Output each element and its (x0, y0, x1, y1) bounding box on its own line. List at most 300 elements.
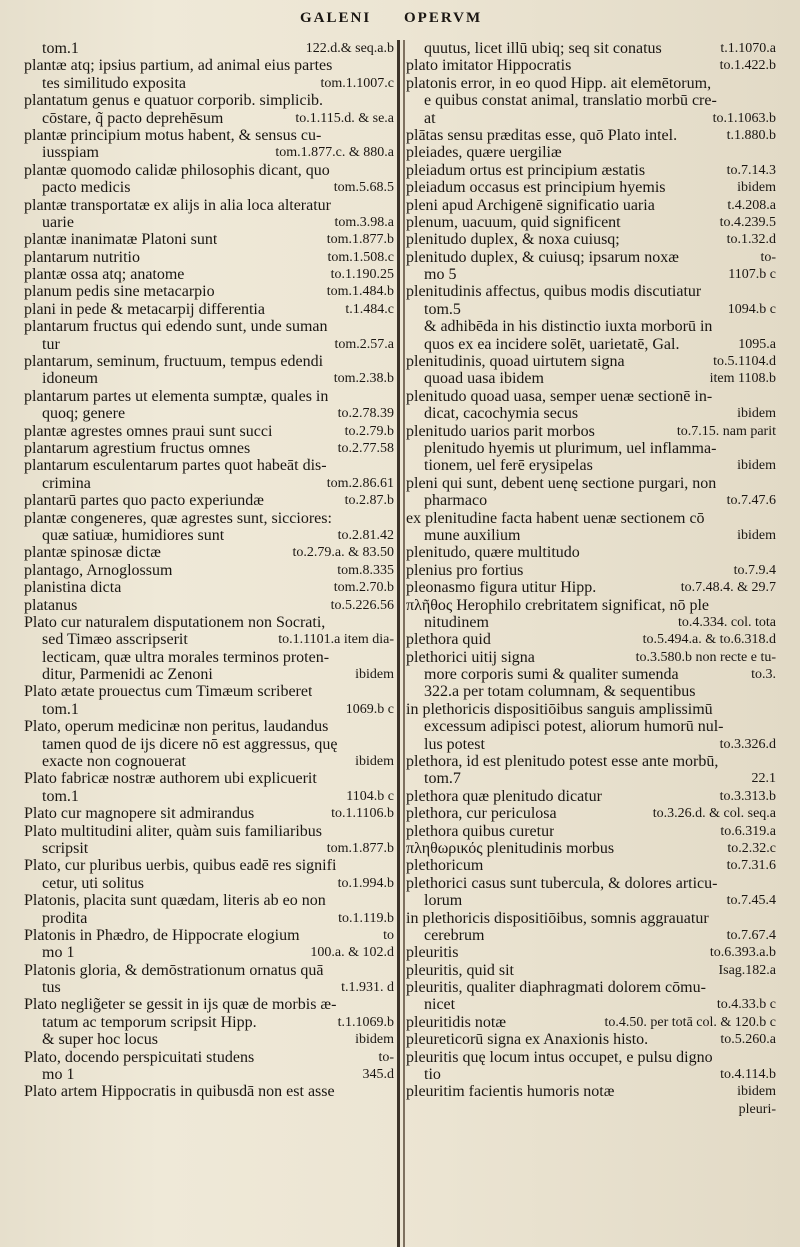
index-entry (24, 231, 394, 248)
index-entry (406, 597, 776, 614)
index-entry (24, 423, 394, 440)
index-entry-reference: t.4.208.a (727, 197, 776, 213)
index-entry-text: prodita (42, 909, 88, 927)
index-entry (24, 1014, 394, 1031)
index-entry-reference (770, 718, 776, 735)
index-entry (24, 510, 394, 527)
index-column-left (24, 40, 394, 1240)
index-entry (24, 544, 394, 561)
index-entry-text: sed Timæo asscripserit (42, 631, 188, 649)
index-entry-reference: tom.3.98.a (334, 214, 394, 230)
index-entry-reference (388, 92, 394, 109)
index-entry-reference: to.2.79.a. & 83.50 (292, 545, 394, 561)
index-entry-text: plenitudo quoad uasa, semper uenæ sectionē in- (406, 387, 713, 405)
index-entry (24, 614, 394, 631)
index-entry (24, 318, 394, 335)
index-entry-reference (388, 127, 394, 144)
index-entry (24, 910, 394, 927)
index-entry-text: plantæ principium motus habent, & sensus cu- (24, 126, 322, 144)
index-entry-reference: to.4.239.5 (719, 214, 776, 230)
index-entry-text: quoad uasa ibidem (424, 370, 544, 388)
index-entry-text: plenitudo uarios parit morbos (406, 422, 595, 440)
index-entry-text: Plato, operum medicinæ non peritus, laudandus (24, 718, 329, 736)
index-entry (406, 805, 776, 822)
index-entry (406, 666, 776, 683)
index-entry (406, 370, 776, 387)
running-header (0, 4, 800, 38)
index-entry-reference (770, 1049, 776, 1066)
index-entry-text: more corporis sumi & qualiter sumenda (424, 666, 679, 684)
index-entry-reference: t.1.1069.b (337, 1014, 394, 1030)
index-entry-text: plantæ transportatæ ex alijs in alia loca alteratur (24, 196, 332, 214)
index-entry-reference (388, 162, 394, 179)
column-divider-secondary (403, 40, 405, 1247)
index-entry (406, 249, 776, 266)
index-entry-text: dicat, cacochymia secus (424, 405, 579, 423)
index-entry-text: & super hoc locus (42, 1031, 158, 1049)
index-entry (406, 1101, 776, 1118)
index-entry-text: at (424, 109, 436, 127)
index-entry-text: plenitudinis affectus, quibus modis discutiatur (406, 283, 702, 301)
index-entry (24, 388, 394, 405)
index-entry-reference: tom.2.70.b (333, 580, 394, 596)
index-entry-text: plantæ spinosæ dictæ (24, 544, 161, 562)
index-entry (24, 892, 394, 909)
index-entry-reference: to.7.15. nam parit (676, 423, 776, 439)
index-entry-text: plātas sensu præditas esse, quō Plato intel. (406, 126, 678, 144)
index-entry (406, 910, 776, 927)
index-entry-text: planum pedis sine metacarpio (24, 283, 215, 301)
index-entry-reference (770, 910, 776, 927)
index-entry-text: tom.1 (42, 40, 79, 57)
index-entry (406, 75, 776, 92)
index-entry-reference: ibidem (737, 180, 776, 196)
index-entry-text: plethorici uitij signa (406, 648, 535, 666)
index-entry (24, 805, 394, 822)
index-entry-text: in plethoricis dispositiōibus sanguis amplissimū (406, 700, 713, 718)
index-entry (406, 440, 776, 457)
index-entry (406, 857, 776, 874)
index-entry (406, 840, 776, 857)
index-entry-text: plantarum partes ut elementa sumptæ, quales in (24, 387, 329, 405)
index-entry-reference (388, 823, 394, 840)
index-entry-reference: t.1.1070.a (720, 41, 776, 56)
index-entry-text: platonis error, in eo quod Hipp. ait elemētorum, (406, 74, 712, 92)
index-entry-reference: Isag.182.a (718, 962, 776, 978)
index-entry-reference (770, 318, 776, 335)
index-entry (24, 249, 394, 266)
index-entry-reference: tom.1.877.c. & 880.a (275, 145, 394, 161)
index-entry-reference: pleuri- (738, 1101, 776, 1117)
index-entry-reference: t.1.880.b (726, 127, 776, 143)
index-entry-text: excessum adipisci potest, aliorum humorū nul- (424, 718, 724, 736)
index-entry (24, 823, 394, 840)
index-entry (406, 736, 776, 753)
index-entry (24, 944, 394, 961)
index-entry (406, 1066, 776, 1083)
index-entry-text: tur (42, 335, 60, 353)
index-entry (24, 979, 394, 996)
index-entry (406, 388, 776, 405)
index-entry-text: lecticam, quæ ultra morales terminos proten- (42, 648, 330, 666)
index-entry-reference: to.3.580.b non recte e tu- (635, 649, 776, 665)
index-entry-reference (388, 770, 394, 787)
index-entry (406, 823, 776, 840)
index-entry-text: plenius pro fortius (406, 561, 524, 579)
index-entry-text: pleureticorū signa ex Anaxionis histo. (406, 1031, 649, 1049)
index-entry-reference: ibidem (355, 1032, 394, 1048)
index-entry-reference: ibidem (737, 1084, 776, 1100)
index-entry-text: Platonis, placita sunt quædam, literis ab eo non (24, 892, 326, 910)
index-entry-text: Plato cur magnopere sit admirandus (24, 805, 255, 823)
index-entry (24, 649, 394, 666)
index-entry-text: Plato, docendo perspicuitati studens (24, 1048, 255, 1066)
index-entry-reference: ibidem (737, 406, 776, 422)
index-entry-reference (770, 510, 776, 527)
index-entry (406, 1083, 776, 1100)
index-entry-text: scripsit (42, 839, 89, 857)
index-entry-reference (388, 892, 394, 909)
index-entry-reference (770, 475, 776, 492)
index-entry-text: plantæ quomodo calidæ philosophis dicant, quo (24, 161, 330, 179)
index-entry (24, 683, 394, 700)
index-entry-text: pleuritim facientis humoris notæ (406, 1083, 615, 1101)
index-entry-reference: t.1.484.c (345, 301, 394, 317)
index-entry-reference (388, 718, 394, 735)
index-entry-reference (388, 683, 394, 700)
index-entry-reference: tom.1.1007.c (320, 75, 394, 91)
index-entry-reference (770, 440, 776, 457)
index-entry-text: pleiadum ortus est principium æstatis (406, 161, 646, 179)
index-entry (406, 701, 776, 718)
index-entry-reference: to.1.1101.a item dia- (278, 632, 394, 648)
index-entry-text: pleuritis quę locum intus occupet, e pulsu digno (406, 1048, 713, 1066)
index-entry-text: plantæ agrestes omnes praui sunt succi (24, 422, 273, 440)
index-entry-text: plantarum esculentarum partes quot habeāt dis- (24, 457, 327, 475)
index-entry (406, 788, 776, 805)
index-entry-text: plantæ atq; ipsius partium, ad animal eius partes (24, 57, 333, 75)
index-entry-text: plenitudo hyemis ut plurimum, uel inflamma- (424, 439, 717, 457)
index-entry (406, 770, 776, 787)
index-entry-text: 322.a per totam columnam, & sequentibus (424, 683, 696, 701)
index-entry-text: πλῆθος Herophilo crebritatem significat, nō ple (406, 596, 710, 614)
index-entry-text: pleni apud Archigenē significatio uaria (406, 196, 655, 214)
index-entry (406, 562, 776, 579)
index-entry-reference: to.1.115.d. & se.a (295, 110, 394, 126)
index-entry-reference: to.6.319.a (720, 823, 776, 839)
index-entry (406, 927, 776, 944)
index-entry (406, 544, 776, 561)
index-entry-reference (770, 283, 776, 300)
index-entry (24, 701, 394, 718)
index-entry (406, 649, 776, 666)
index-entry (406, 127, 776, 144)
index-entry (24, 996, 394, 1013)
index-entry-text: Platonis gloria, & demōstrationum ornatus quā (24, 961, 324, 979)
index-entry (24, 301, 394, 318)
index-entry-reference (770, 683, 776, 700)
index-entry-text: ex plenitudine facta habent uenæ sectionem cō (406, 509, 705, 527)
index-entry (406, 301, 776, 318)
index-entry-text: Plato ætate prouectus cum Timæum scriberet (24, 683, 313, 701)
index-entry-reference: to.7.31.6 (726, 858, 776, 874)
index-entry (24, 770, 394, 787)
index-entry-reference: item 1108.b (709, 371, 776, 387)
index-entry-reference: tom.1.877.b (326, 840, 394, 856)
index-entry-text: plantarum nutritio (24, 248, 140, 266)
index-entry (24, 405, 394, 422)
index-entry-text: quoq; genere (42, 405, 126, 423)
index-entry (406, 579, 776, 596)
index-entry (406, 944, 776, 961)
index-entry-text: plato imitator Hippocratis (406, 57, 572, 75)
index-entry-reference: to.7.67.4 (726, 927, 776, 943)
index-entry (24, 179, 394, 196)
index-entry (406, 353, 776, 370)
running-header-right: OPERVM (404, 10, 483, 26)
index-entry-reference: tom.2.86.61 (326, 475, 394, 491)
index-entry (406, 1049, 776, 1066)
index-entry (406, 231, 776, 248)
running-header-left: GALENI (300, 10, 372, 26)
index-entry-reference: 1107.b c (728, 267, 776, 283)
index-entry-text: plethora quæ plenitudo dicatur (406, 787, 602, 805)
index-entry-reference: 22.1 (751, 771, 776, 787)
index-entry-text: pleuritis, quid sit (406, 961, 514, 979)
index-entry-text: iusspiam (42, 144, 99, 162)
index-entry-text: plantarum agrestium fructus omnes (24, 439, 251, 457)
index-entry (406, 162, 776, 179)
index-entry-text: plethora, cur periculosa (406, 805, 557, 823)
index-entry-text: nicet (424, 996, 456, 1014)
index-entry (406, 614, 776, 631)
index-entry-reference: tom.1.484.b (326, 284, 394, 300)
index-entry-text: plethora quibus curetur (406, 822, 555, 840)
index-entry-text: pacto medicis (42, 179, 131, 197)
index-entry-reference: 345.d (362, 1067, 394, 1083)
index-entry-text: Platonis in Phædro, de Hippocrate elogium (24, 926, 300, 944)
index-entry (406, 405, 776, 422)
index-entry (24, 1083, 394, 1100)
index-entry (24, 57, 394, 74)
index-entry-reference: 122.d.& seq.a.b (305, 41, 394, 56)
index-entry-reference (388, 649, 394, 666)
index-entry (24, 927, 394, 944)
index-entry-text: cerebrum (424, 926, 485, 944)
index-entry-text: lus potest (424, 735, 485, 753)
index-entry (406, 1014, 776, 1031)
index-entry-reference: 1104.b c (346, 788, 394, 804)
index-entry-text: e quibus constat animal, translatio morbū cre- (424, 92, 717, 110)
index-entry-reference: ibidem (737, 458, 776, 474)
index-entry-reference (770, 92, 776, 109)
index-entry-text: plethoricum (406, 857, 484, 875)
index-entry-text: quos ex ea incidere solēt, uarietatē, Gal. (424, 335, 680, 353)
index-entry (406, 475, 776, 492)
index-entry-text: & adhibēda in his distinctio iuxta morborū in (424, 318, 713, 336)
index-entry-reference: to- (378, 1049, 394, 1065)
index-entry-reference: tom.5.68.5 (333, 180, 394, 196)
index-entry-reference (770, 144, 776, 161)
index-entry (24, 1031, 394, 1048)
index-entry-text: pleuritis, qualiter diaphragmati dolorem cōmu- (406, 979, 706, 997)
index-entry-reference: ibidem (355, 667, 394, 683)
index-entry-reference (388, 996, 394, 1013)
index-entry-reference: ibidem (737, 527, 776, 543)
index-entry (406, 962, 776, 979)
index-entry (406, 492, 776, 509)
index-entry (24, 92, 394, 109)
index-entry-text: πληθωρικός plenitudinis morbus (406, 839, 615, 857)
index-entry (406, 110, 776, 127)
index-entry-text: Plato cur naturalem disputationem non Socrati, (24, 613, 326, 631)
index-entry-reference: 1095.a (738, 336, 776, 352)
index-entry-text: uarie (42, 213, 74, 231)
index-entry-text: quæ satiuæ, humidiores sunt (42, 526, 225, 544)
index-entry-text: lorum (424, 892, 463, 910)
index-entry-text: pleuritis (406, 944, 459, 962)
index-entry-text: tom.5 (424, 300, 461, 318)
index-entry-reference: to.2.87.b (344, 493, 394, 509)
index-entry (24, 457, 394, 474)
index-entry-text: pleni qui sunt, debent uenę sectione purgari, non (406, 474, 717, 492)
index-entry (406, 753, 776, 770)
index-entry-text: plantæ inanimatæ Platoni sunt (24, 231, 218, 249)
index-entry-reference: t.1.931. d (341, 980, 394, 996)
index-entry-text: tom.1 (42, 787, 79, 805)
index-entry-reference (770, 544, 776, 561)
index-entry-text: tionem, uel ferē erysipelas (424, 457, 593, 475)
index-entry-reference: to.7.48.4. & 29.7 (680, 580, 776, 596)
index-entry-text: tatum ac temporum scripsit Hipp. (42, 1013, 257, 1031)
index-entry (406, 457, 776, 474)
index-entry (406, 179, 776, 196)
index-entry (24, 579, 394, 596)
index-entry-reference: to- (760, 249, 776, 265)
index-entry (406, 318, 776, 335)
index-entry (24, 197, 394, 214)
index-entry-reference: to.1.994.b (337, 875, 394, 891)
index-entry-reference: tom.1.508.c (327, 249, 394, 265)
index-entry (24, 962, 394, 979)
index-entry-text: cōstare, q̃ pacto deprehēsum (42, 109, 224, 127)
index-entry (24, 875, 394, 892)
index-entry-reference: to.1.119.b (338, 910, 394, 926)
index-entry-reference (770, 597, 776, 614)
index-entry (24, 336, 394, 353)
index-entry (24, 370, 394, 387)
index-entry-text: plantæ congeneres, quæ agrestes sunt, sicciores: (24, 509, 332, 527)
index-entry-reference: to.5.226.56 (330, 597, 394, 613)
index-entry-reference: to.1.1106.b (331, 806, 394, 822)
index-entry-reference: to.2.32.c (727, 840, 776, 856)
index-entry-text: plethora quid (406, 631, 491, 649)
index-entry-text: crimina (42, 474, 91, 492)
index-entry (406, 631, 776, 648)
index-entry-reference (388, 736, 394, 753)
index-entry-reference: to.2.78.39 (337, 406, 394, 422)
index-entry-reference: to.5.260.a (720, 1032, 776, 1048)
index-entry-reference: to (383, 927, 394, 943)
index-entry (24, 440, 394, 457)
index-entry-text: pleuritidis notæ (406, 1013, 506, 1031)
index-entry-reference: to.3.326.d (719, 736, 776, 752)
index-entry-text: plethorici casus sunt tubercula, & dolores articu- (406, 874, 718, 892)
column-divider (397, 40, 400, 1247)
index-entry-reference (770, 388, 776, 405)
index-entry-reference (770, 701, 776, 718)
index-entry (406, 996, 776, 1013)
index-entry-text: tom.7 (424, 770, 461, 788)
index-entry-text: Plato neglig̃eter se gessit in ijs quæ de morbis æ- (24, 996, 337, 1014)
index-entry-reference: to.7.14.3 (726, 162, 776, 178)
index-entry-reference: 100.a. & 102.d (310, 945, 394, 961)
index-entry (24, 214, 394, 231)
index-entry-reference (388, 353, 394, 370)
index-entry-reference: to.1.32.d (726, 232, 776, 248)
index-entry-text: plenitudo, quære multitudo (406, 544, 580, 562)
index-entry-reference: to.4.50. per totā col. & 120.b c (604, 1014, 776, 1030)
index-entry-reference (770, 979, 776, 996)
index-entry (24, 718, 394, 735)
index-entry-text: pharmaco (424, 492, 488, 510)
index-entry-reference: to.2.81.42 (337, 527, 394, 543)
index-entry (406, 423, 776, 440)
index-entry-reference (388, 318, 394, 335)
index-entry-reference: 1094.b c (727, 301, 776, 317)
index-entry-text: mo 1 (42, 944, 75, 962)
index-entry-text: plantarū partes quo pacto experiundæ (24, 492, 264, 510)
index-entry (406, 683, 776, 700)
index-entry-text: quutus, licet illū ubiq; seq sit conatus (424, 40, 662, 57)
index-entry-reference: to.1.1063.b (712, 110, 776, 126)
index-entry (406, 510, 776, 527)
index-entry (24, 144, 394, 161)
index-entry-text: nitudinem (424, 613, 489, 631)
index-entry-reference: to.4.114.b (720, 1067, 776, 1083)
index-entry-text: mo 1 (42, 1066, 75, 1084)
index-entry (24, 631, 394, 648)
index-entry-reference (388, 197, 394, 214)
index-entry-reference (388, 510, 394, 527)
index-entry (24, 127, 394, 144)
index-entry (24, 597, 394, 614)
index-entry (24, 283, 394, 300)
index-entry-reference (388, 1083, 394, 1100)
index-entry-reference: to.1.422.b (719, 58, 776, 74)
index-entry (24, 1066, 394, 1083)
index-entry-text: plantatum genus e quatuor corporib. simplicib. (24, 92, 324, 110)
index-entry (24, 840, 394, 857)
index-entry-reference (388, 962, 394, 979)
index-entry-text: plantæ ossa atq; anatome (24, 266, 185, 284)
index-entry-reference: to.5.1104.d (713, 354, 776, 370)
index-entry (24, 527, 394, 544)
index-entry (406, 214, 776, 231)
index-entry-reference: to.3.313.b (719, 788, 776, 804)
index-entry (24, 353, 394, 370)
index-entry (406, 197, 776, 214)
index-entry-text: Plato, cur pluribus uerbis, quibus eadē res signifi (24, 857, 337, 875)
index-entry (406, 144, 776, 161)
index-entry-text: ditur, Parmenidi ac Zenoni (42, 666, 213, 684)
index-entry-reference: to.1.190.25 (330, 267, 394, 283)
index-entry-reference: 1069.b c (345, 701, 394, 717)
index-entry-text: Plato fabricæ nostræ authorem ubi explicuerit (24, 770, 317, 788)
index-entry-text: plenitudo duplex, & cuiusq; ipsarum noxæ (406, 248, 679, 266)
index-entry-reference: to.5.494.a. & to.6.318.d (642, 632, 776, 648)
index-entry-reference: tom.2.57.a (334, 336, 394, 352)
